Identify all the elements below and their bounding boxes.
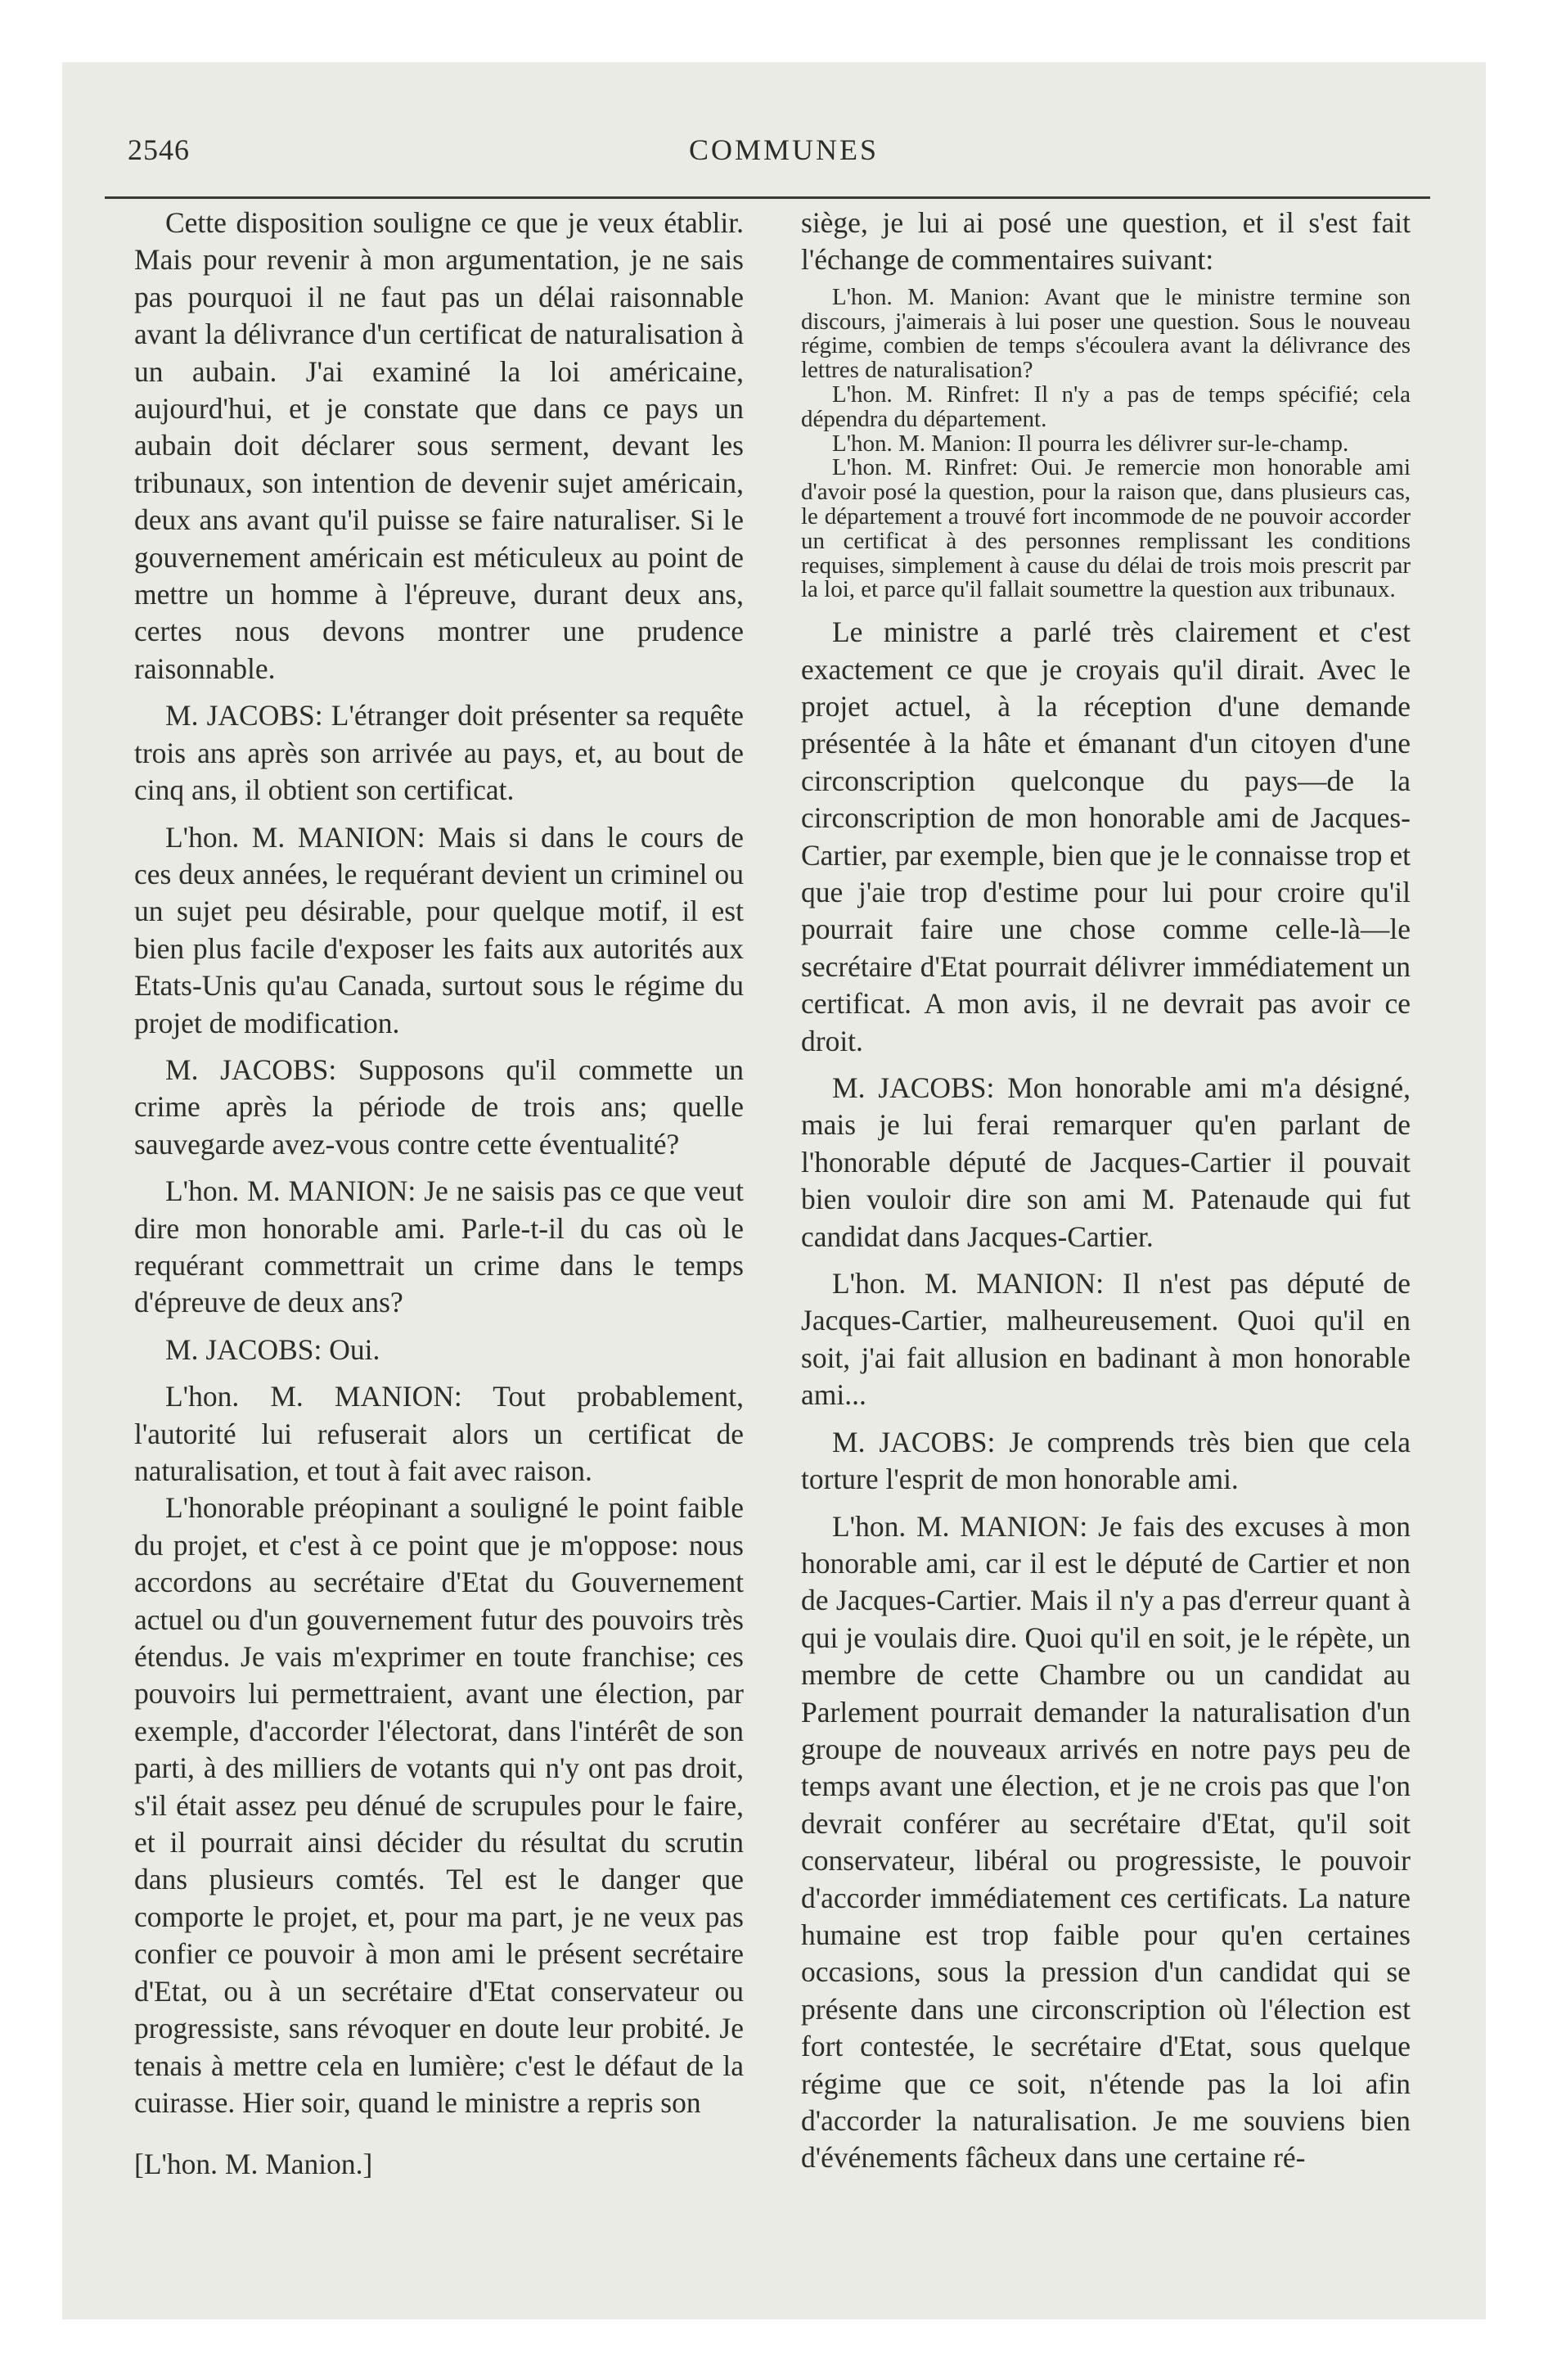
paragraph: M. JACOBS: Mon honorable ami m'a désigné, mais je lui ferai remarquer qu'en parlant de l'honorable député de Jacques-Cartier il pouvait bien vouloir dire son ami M. Patenaude qui fut candidat dans Jacques-Cartier. — [801, 1071, 1411, 1253]
paragraph: M. JACOBS: Je comprends très bien que cela torture l'esprit de mon honorable ami. — [801, 1425, 1411, 1496]
page-header — [105, 123, 1447, 172]
paragraph: L'hon. M. MANION: Tout probablement, l'autorité lui refuserait alors un certificat de naturalisation, et tout à fait avec raison. — [134, 1380, 744, 1487]
paragraph: L'hon. M. MANION: Je ne saisis pas ce que veut dire mon honorable ami. Parle-t-il du cas où le requérant commettrait un crime dans le temps d'épreuve de deux ans? — [134, 1174, 744, 1319]
paragraph: L'hon. M. MANION: Je fais des excuses à mon honorable ami, car il est le député de Cartier et non de Jacques-Cartier. Mais il n'y a pas d'erreur quant à qui je voulais dire. Quoi qu'il en soit, je le répète, un membre de cette Chambre ou un candidat au Parlement pourrait demander la naturalisation d'un groupe de nouveaux arrivés en notre pays peu de temps avant une élection, et je ne crois pas que l'on devrait conférer au secrétaire d'Etat, qu'il soit conservateur, libéral ou progressiste, le pouvoir d'accorder immédiatement ces certificats. La nature humaine est trop faible pour qu'en certaines occasions, sous la pression d'un candidat qui se présente dans une circonscription où l'élection est fort contestée, le secrétaire d'Etat, sous quelque régime que ce soit, n'étende pas la loi afin d'accorder la naturalisation. Je me souviens bien d'événements fâcheux dans une certaine ré- — [801, 1509, 1411, 2175]
quoted-exchange: L'hon. M. Rinfret: Il n'y a pas de temps spécifié; cela dépendra du département. — [801, 381, 1411, 432]
header-rule — [105, 196, 1430, 199]
paragraph: L'honorable préopinant a souligné le point faible du projet, et c'est à ce point que je m'oppose: nous accordons au secrétaire d'Etat du Gouvernement actuel ou d'un gouvernement futur des pouvoirs très étendus. Je vais m'exprimer en toute franchise; ces pouvoirs lui permettraient, avant une élection, par exemple, d'accorder l'électorat, dans l'intérêt de son parti, à des milliers de votants qui n'y ont pas droit, s'il était assez peu dénué de scrupules pour le faire, et il pourrait ainsi décider du résultat du scrutin dans plusieurs comtés. Tel est le danger que comporte le projet, et, pour ma part, je ne veux pas confier ce pouvoir à mon ami le présent secrétaire d'Etat, ou à un secrétaire d'Etat conservateur ou progressiste, sans révoquer en doute leur probité. Je tenais à mettre cela en lumière; c'est le défaut de la cuirasse. Hier soir, quand le ministre a repris son — [134, 1491, 744, 2119]
quoted-exchange: L'hon. M. Manion: Avant que le ministre termine son discours, j'aimerais à lui poser une question. Sous le nouveau régime, combien de temps s'écoulera avant la délivrance des lettres de naturalisation? — [801, 283, 1411, 384]
running-title: COMMUNES — [688, 133, 880, 166]
left-column — [134, 205, 744, 2184]
right-column — [801, 205, 1411, 2177]
paragraph: L'hon. M. MANION: Il n'est pas député de Jacques-Cartier, malheureusement. Quoi qu'il en soit, j'ai fait allusion en badinant à mon honorable ami... — [801, 1267, 1411, 1412]
paragraph: Le ministre a parlé très clairement et c'est exactement ce que je croyais qu'il dirait. Avec le projet actuel, à la réception d'une demande présentée à la hâte et émanant d'un citoyen d'une circonscription quelconque du pays—de la circonscription de mon honorable ami de Jacques-Cartier, par exemple, bien que je le connaisse trop et que j'aie trop d'estime pour lui pour croire qu'il pourrait faire une chose comme celle-là—le secrétaire d'Etat pourrait délivrer immédiatement un certificat. A mon avis, il ne devrait pas avoir ce droit. — [801, 615, 1411, 1057]
paragraph: Cette disposition souligne ce que je veux établir. Mais pour revenir à mon argumentation, je ne sais pas pourquoi il ne faut pas un délai raisonnable avant la délivrance d'un certificat de naturalisation à un aubain. J'ai examiné la loi américaine, aujourd'hui, et je constate que dans ce pays un aubain doit déclarer sous serment, devant les tribunaux, son intention de devenir sujet américain, deux ans avant qu'il puisse se faire naturaliser. Si le gouvernement américain est méticuleux au point de mettre un homme à l'épreuve, durant deux ans, certes nous devons montrer une prudence raisonnable. — [134, 206, 744, 685]
page-number: 2546 — [128, 133, 190, 166]
quoted-exchange: L'hon. M. Rinfret: Oui. Je remercie mon honorable ami d'avoir posé la question, pour la raison que, dans plusieurs cas, le département a trouvé fort incommode de ne pouvoir accorder un certificat à des personnes remplissant les conditions requises, simplement à cause du délai de trois mois prescrit par la loi, et parce qu'il fallait soumettre la question aux tribunaux. — [801, 454, 1411, 603]
paragraph: L'hon. M. MANION: Mais si dans le cours de ces deux années, le requérant devient un criminel ou un sujet peu désirable, pour quelque motif, il est bien plus facile d'exposer les faits aux autorités aux Etats-Unis qu'au Canada, surtout sous le régime du projet de modification. — [134, 820, 744, 1039]
speaker-citation: [L'hon. M. Manion.] — [134, 2148, 373, 2181]
quoted-exchange: L'hon. M. Manion: Il pourra les délivrer sur-le-champ. — [832, 430, 1349, 457]
paragraph: M. JACOBS: Oui. — [165, 1332, 380, 1366]
paragraph: M. JACOBS: Supposons qu'il commette un crime après la période de trois ans; quelle sauvegarde avez-vous contre cette éventualité? — [134, 1053, 744, 1161]
paragraph: M. JACOBS: L'étranger doit présenter sa requête trois ans après son arrivée au pays, et, au bout de cinq ans, il obtient son certificat. — [134, 699, 744, 807]
paragraph: siège, je lui ai posé une question, et il s'est fait l'échange de commentaires suivant: — [801, 206, 1411, 277]
